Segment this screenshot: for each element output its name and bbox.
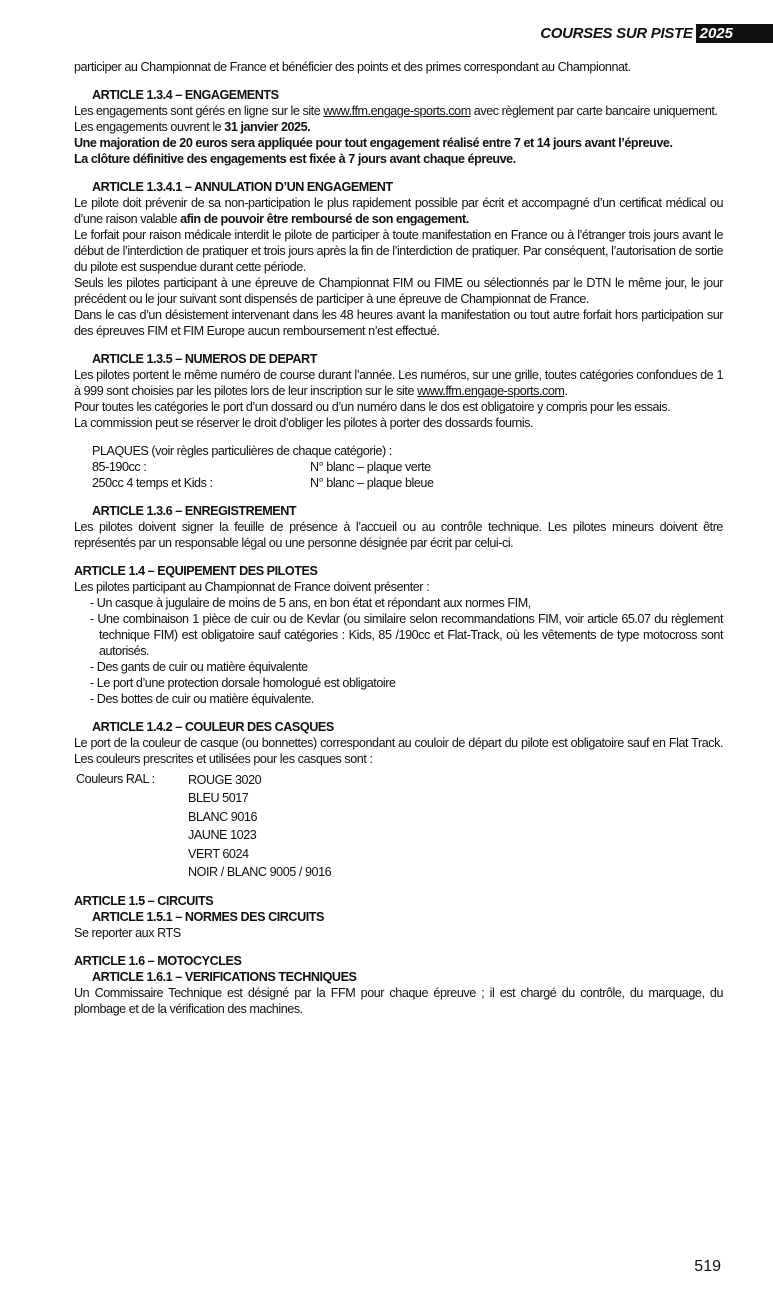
header-year: 2025	[696, 24, 773, 43]
article-1-4-2-title: ARTICLE 1.4.2 – COULEUR DES CASQUES	[92, 720, 334, 734]
running-header	[540, 22, 773, 44]
article-1-3-4-p3: Une majoration de 20 euros sera appliquée pour tout engagement réalisé entre 7 et 14 jours avant l’épreuve.	[74, 136, 673, 150]
article-1-3-6-title: ARTICLE 1.3.6 – ENREGISTREMENT	[92, 504, 297, 518]
list-item: - Une combinaison 1 pièce de cuir ou de Kevlar (ou similaire selon recommandations FIM, voir article 65.07 du règlement technique FIM) est obligatoire sauf catégories : Kids, 85 /190cc et Flat-Track, où les vêtements de type motocross sont autorisés.	[90, 612, 723, 658]
article-1-6-1-p1: Un Commissaire Technique est désigné par la FFM pour chaque épreuve ; il est chargé du contrôle, du marquage, du plombage et de la vérification des machines.	[74, 986, 723, 1017]
list-item: - Un casque à jugulaire de moins de 5 ans, en bon état et répondant aux normes FIM,	[90, 596, 531, 610]
article-1-3-4-1-p1: Le pilote doit prévenir de sa non-participation le plus rapidement possible par écrit et accompagné d’un certificat médical ou d’une raison valable afin de pouvoir être remboursé de son engagement.	[74, 196, 723, 226]
list-item: - Des gants de cuir ou matière équivalente	[90, 660, 308, 674]
article-1-6-title: ARTICLE 1.6 – MOTOCYCLES	[74, 954, 242, 969]
article-1-4-2-p1: Le port de la couleur de casque (ou bonnettes) correspondant au couloir de départ du pilote est obligatoire sauf en Flat Track. Les couleurs prescrites et utilisées pour les casques sont :	[74, 736, 723, 766]
article-1-3-5-p1: Les pilotes portent le même numéro de course durant l’année. Les numéros, sur une grille, toutes catégories confondues de 1 à 999 sont choisies par les pilotes lors de leur inscription sur le site www.ffm.engage-sports.com.	[74, 368, 723, 398]
article-1-5-1-p1: Se reporter aux RTS	[74, 926, 181, 941]
article-1-5-1-title: ARTICLE 1.5.1 – NORMES DES CIRCUITS	[92, 910, 324, 925]
article-1-3-5-p3: La commission peut se réserver le droit d’obliger les pilotes à porter des dossards fournis.	[74, 416, 534, 430]
ral-value: VERT 6024	[188, 846, 249, 861]
plaques-title: PLAQUES (voir règles particulières de chaque catégorie) :	[92, 444, 392, 458]
ral-value: BLANC 9016	[188, 809, 258, 824]
article-1-3-5-p2: Pour toutes les catégories le port d’un dossard ou d’un numéro dans le dos est obligatoire y compris pour les essais.	[74, 400, 671, 414]
article-1-3-4-1-title: ARTICLE 1.3.4.1 – ANNULATION D’UN ENGAGEMENT	[92, 180, 393, 194]
article-1-3-4-p1: Les engagements sont gérés en ligne sur le site www.ffm.engage-sports.com avec règlement par carte bancaire uniquement.	[74, 104, 718, 118]
article-1-3-4-1-p4: Dans le cas d’un désistement intervenant dans les 48 heures avant la manifestation ou tout autre forfait hors participation sur des épreuves FIM et FIM Europe aucun remboursement n’est effectué.	[74, 308, 723, 338]
plaques-block	[92, 443, 723, 491]
article-1-4-title: ARTICLE 1.4 – EQUIPEMENT DES PILOTES	[74, 564, 318, 578]
list-item: - Le port d’une protection dorsale homologué est obligatoire	[90, 676, 396, 690]
article-1-6-1-title: ARTICLE 1.6.1 – VERIFICATIONS TECHNIQUES	[92, 970, 357, 985]
article-1-5-title: ARTICLE 1.5 – CIRCUITS	[74, 894, 214, 909]
plaque-row: 250cc 4 temps et Kids : N° blanc – plaque bleue	[92, 476, 434, 490]
article-1-3-6-p1: Les pilotes doivent signer la feuille de présence à l’accueil ou au contrôle technique. Les pilotes mineurs doivent être représentés par un responsable légal ou une personne désignée par écrit par celui-ci.	[74, 520, 723, 550]
ral-colors	[76, 771, 723, 881]
engage-link-2[interactable]: www.ffm.engage-sports.com	[417, 384, 565, 398]
article-1-3-4-1-p2: Le forfait pour raison médicale interdit le pilote de participer à toute manifestation en France ou à l’étranger trois jours avant le début de l’interdiction de pratiquer et trois jours après la fin de l’interdiction de pratiquer. Par conséquent, l’autorisation de sortie du pilote est suspendue durant cette période.	[74, 228, 723, 274]
article-1-3-4-p2: Les engagements ouvrent le 31 janvier 2025.	[74, 120, 311, 134]
intro-line: participer au Championnat de France et bénéficier des points et des primes correspondant au Championnat.	[74, 60, 631, 74]
page-body	[74, 59, 723, 1017]
article-1-3-4-p4: La clôture définitive des engagements est fixée à 7 jours avant chaque épreuve.	[74, 152, 516, 166]
equipment-list	[90, 595, 723, 707]
ral-value: NOIR / BLANC 9005 / 9016	[188, 865, 332, 880]
ral-value: BLEU 5017	[188, 791, 249, 806]
article-1-4-intro: Les pilotes participant au Championnat de France doivent présenter :	[74, 580, 430, 594]
page-number: 519	[694, 1258, 721, 1275]
engage-link[interactable]: www.ffm.engage-sports.com	[323, 104, 471, 118]
header-title: COURSES SUR PISTE	[540, 24, 693, 42]
ral-value: ROUGE 3020	[188, 773, 262, 787]
article-1-3-4-1-p3: Seuls les pilotes participant à une épreuve de Championnat FIM ou FIME ou sélectionnés par le DTN le même jour, le jour précédent ou le jour suivant sont dispensés de participer à une épreuve de Championnat de France.	[74, 276, 723, 306]
list-item: - Des bottes de cuir ou matière équivalente.	[90, 692, 314, 706]
ral-label: Couleurs RAL :	[76, 772, 155, 786]
ral-value: JAUNE 1023	[188, 828, 257, 843]
ral-values	[188, 771, 331, 881]
article-1-3-4-title: ARTICLE 1.3.4 – ENGAGEMENTS	[92, 88, 279, 102]
article-1-3-5-title: ARTICLE 1.3.5 – NUMEROS DE DEPART	[92, 352, 317, 366]
plaque-row: 85-190cc : N° blanc – plaque verte	[92, 460, 431, 474]
